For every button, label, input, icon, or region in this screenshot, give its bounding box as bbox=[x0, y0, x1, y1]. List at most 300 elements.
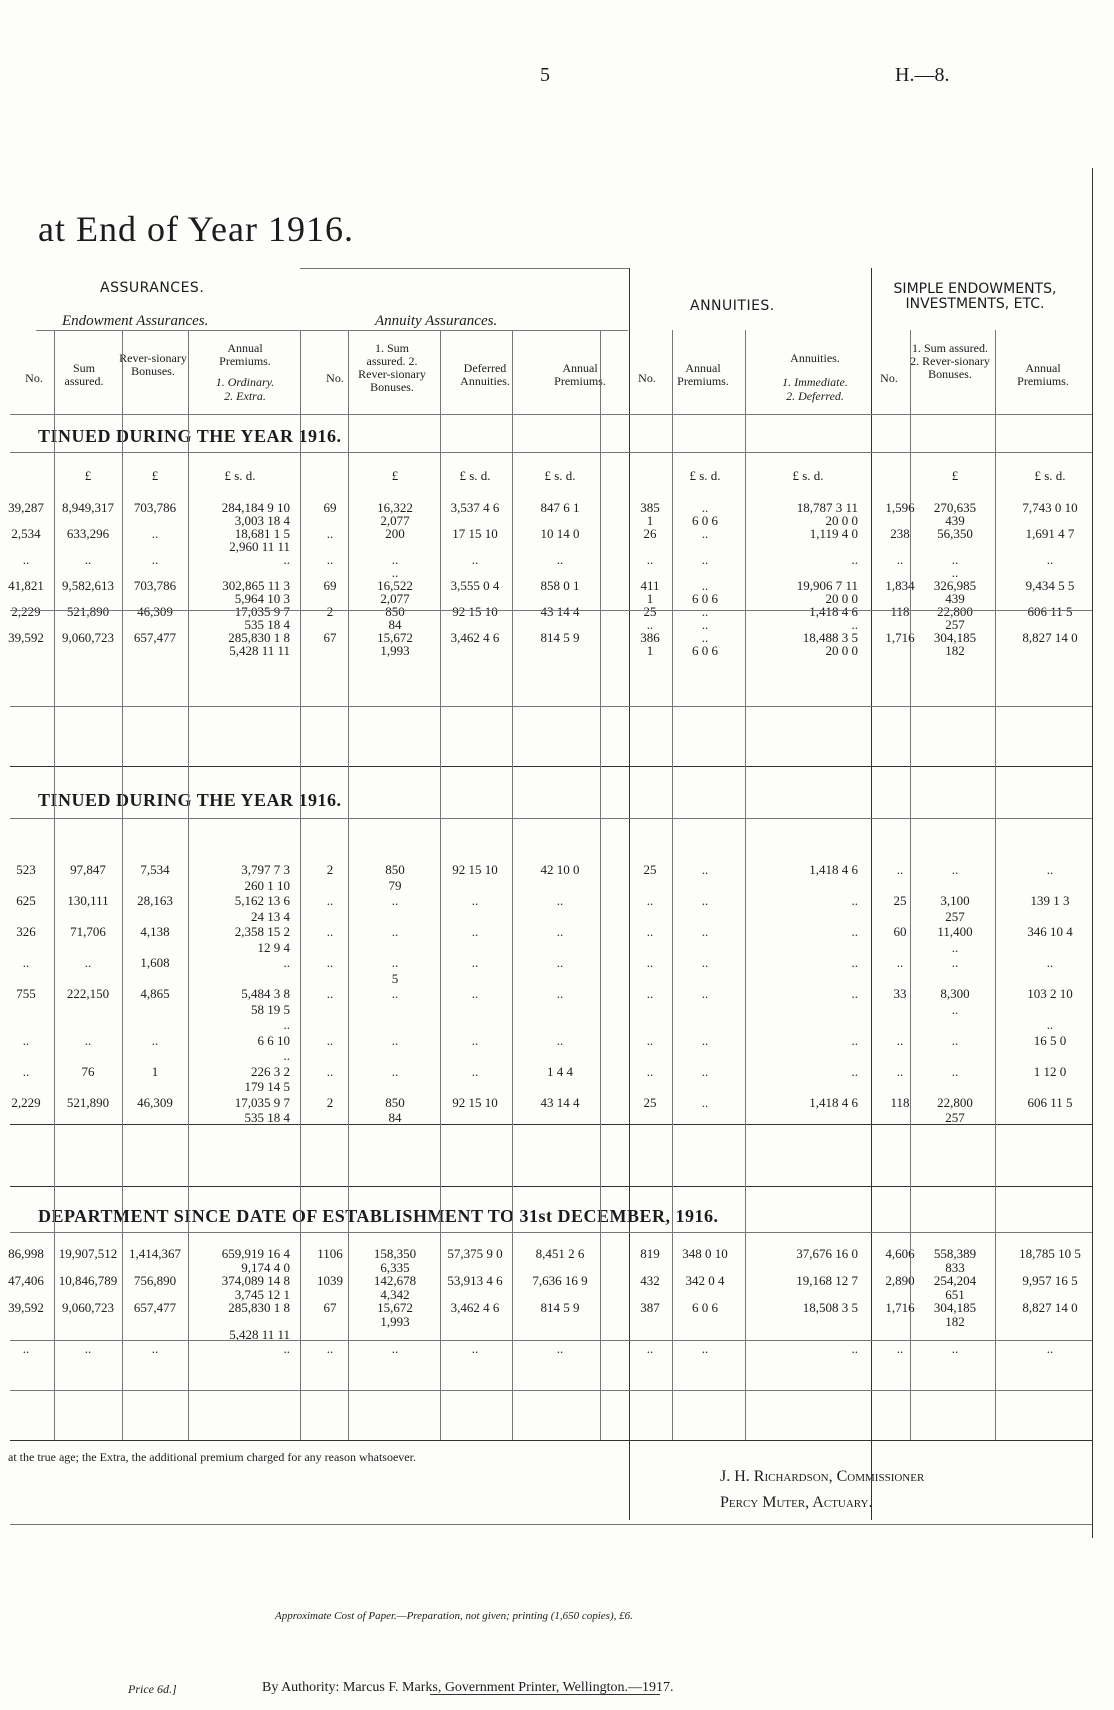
cell-block2-r9-c12: .. bbox=[951, 1001, 959, 1017]
cell-block2-r11-c4: .. bbox=[326, 1032, 334, 1048]
cell-block1-r11-c12: 182 bbox=[945, 643, 965, 658]
cell-block1-r9-c5: 84 bbox=[388, 617, 402, 632]
cell-block3-r0-c1: 19,907,512 bbox=[58, 1246, 118, 1261]
cell-block3-r2-c9: 342 0 4 bbox=[685, 1273, 725, 1288]
head-annual-premiums-4: Annual Premiums. bbox=[1017, 361, 1069, 388]
cell-block1-r6-c4: 69 bbox=[323, 578, 337, 593]
column-separator bbox=[300, 330, 301, 1440]
cell-block3-r4-c11: 1,716 bbox=[885, 1300, 915, 1315]
cell-block2-r2-c12: 3,100 bbox=[940, 893, 970, 908]
cell-block2-r15-c11: 118 bbox=[890, 1094, 910, 1110]
cell-block3-r7-c3: .. bbox=[283, 1340, 290, 1356]
head-annual-premiums-2: Annual Premiums. bbox=[554, 361, 606, 388]
cell-block1-r4-c8: .. bbox=[646, 552, 654, 567]
group-annuity-assurances: Annuity Assurances. bbox=[375, 313, 498, 329]
cell-block2-r13-c2: 1 bbox=[151, 1063, 159, 1079]
cell-block2-r3-c3: 24 13 4 bbox=[251, 908, 290, 924]
column-separator bbox=[54, 330, 55, 1440]
cell-block2-r7-c5: 5 bbox=[391, 970, 399, 986]
cell-block2-r0-c13: .. bbox=[1046, 862, 1054, 877]
cell-block2-r4-c0: 326 bbox=[16, 924, 36, 939]
unit-label-0: £ bbox=[84, 468, 92, 483]
cell-block2-r15-c6: 92 15 10 bbox=[452, 1094, 498, 1110]
cell-block2-r16-c3: 535 18 4 bbox=[244, 1110, 290, 1125]
cell-block2-r11-c11: .. bbox=[896, 1032, 904, 1048]
divider-annuities bbox=[629, 268, 630, 1520]
cell-block3-r1-c12: 833 bbox=[945, 1259, 965, 1275]
cell-block2-r2-c8: .. bbox=[646, 893, 654, 908]
cell-block3-r7-c11: .. bbox=[896, 1340, 904, 1356]
cell-block1-r0-c4: 69 bbox=[323, 500, 337, 515]
cell-block3-r0-c2: 1,414,367 bbox=[129, 1246, 181, 1261]
cell-block2-r11-c9: .. bbox=[701, 1032, 709, 1048]
cell-block2-r11-c3: 6 6 10 bbox=[257, 1032, 290, 1048]
cell-block1-r3-c3: 2,960 11 11 bbox=[229, 539, 290, 554]
cell-block1-r5-c12: .. bbox=[951, 565, 959, 580]
cell-block1-r10-c13: 8,827 14 0 bbox=[1022, 630, 1078, 645]
cell-block2-r8-c7: .. bbox=[556, 986, 564, 1001]
cell-block2-r15-c9: .. bbox=[701, 1094, 709, 1110]
cell-block1-r8-c6: 92 15 10 bbox=[452, 604, 498, 619]
cell-block1-r4-c4: .. bbox=[326, 552, 334, 567]
cell-block3-r2-c10: 19,168 12 7 bbox=[796, 1273, 858, 1288]
cell-block1-r10-c5: 15,672 bbox=[377, 630, 413, 645]
cell-block2-r9-c3: 58 19 5 bbox=[251, 1001, 290, 1017]
cell-block1-r6-c10: 19,906 7 11 bbox=[796, 578, 858, 593]
cell-block3-r4-c4: 67 bbox=[323, 1300, 337, 1315]
head-extra: 2. Extra. bbox=[224, 389, 266, 403]
cell-block3-r0-c11: 4,606 bbox=[885, 1246, 915, 1261]
cell-block3-r0-c7: 8,451 2 6 bbox=[535, 1246, 585, 1261]
cell-block1-r10-c4: 67 bbox=[323, 630, 337, 645]
cell-block3-r2-c12: 254,204 bbox=[933, 1273, 977, 1288]
section-2-title: TINUED DURING THE YEAR 1916. bbox=[38, 790, 342, 810]
cell-block2-r2-c3: 5,162 13 6 bbox=[234, 893, 290, 908]
cell-block2-r0-c6: 92 15 10 bbox=[452, 862, 498, 877]
group-assurances: ASSURANCES. bbox=[100, 280, 205, 296]
cell-block2-r6-c10: .. bbox=[851, 955, 858, 970]
cell-block3-r4-c3: 285,830 1 8 bbox=[228, 1300, 290, 1315]
signature-commissioner: J. H. Richardson, Commissioner bbox=[720, 1468, 925, 1485]
cell-block2-r2-c4: .. bbox=[326, 893, 334, 908]
cell-block1-r0-c11: 1,596 bbox=[885, 500, 915, 515]
cell-block1-r10-c11: 1,716 bbox=[885, 630, 915, 645]
cell-block2-r15-c12: 22,800 bbox=[937, 1094, 973, 1110]
cell-block3-r5-c12: 182 bbox=[945, 1313, 965, 1329]
cell-block2-r10-c13: .. bbox=[1046, 1017, 1054, 1032]
cell-block2-r13-c9: .. bbox=[701, 1063, 709, 1079]
cell-block1-r2-c10: 1,119 4 0 bbox=[809, 526, 858, 541]
cell-block2-r13-c3: 226 3 2 bbox=[251, 1063, 290, 1079]
cell-block2-r11-c6: .. bbox=[471, 1032, 479, 1048]
cell-block3-r4-c10: 18,508 3 5 bbox=[802, 1300, 858, 1315]
cell-block3-r4-c7: 814 5 9 bbox=[540, 1300, 580, 1315]
cell-block2-r14-c3: 179 14 5 bbox=[244, 1079, 290, 1094]
cell-block2-r4-c9: .. bbox=[701, 924, 709, 939]
cell-block1-r4-c5: .. bbox=[391, 552, 399, 567]
cell-block2-r13-c6: .. bbox=[471, 1063, 479, 1079]
cell-block2-r15-c3: 17,035 9 7 bbox=[234, 1094, 290, 1110]
head-sum-reversionary-2: 1. Sum assured. 2. Rever-sionary Bonuses. bbox=[910, 341, 990, 381]
cell-block2-r13-c5: .. bbox=[391, 1063, 399, 1079]
group-endowment-assurances: Endowment Assurances. bbox=[62, 313, 209, 329]
cell-block2-r13-c13: 1 12 0 bbox=[1033, 1063, 1067, 1079]
column-separator bbox=[122, 330, 123, 1440]
cell-block2-r2-c6: .. bbox=[471, 893, 479, 908]
cell-block1-r0-c12: 270,635 bbox=[933, 500, 977, 515]
cell-block1-r4-c11: .. bbox=[896, 552, 904, 567]
divider-simple bbox=[871, 268, 872, 1520]
cell-block1-r0-c1: 8,949,317 bbox=[62, 500, 114, 515]
cell-block2-r4-c12: 11,400 bbox=[937, 924, 973, 939]
cell-block2-r11-c2: .. bbox=[151, 1032, 159, 1048]
cell-block2-r8-c4: .. bbox=[326, 986, 334, 1001]
cell-block3-r3-c12: 651 bbox=[945, 1286, 965, 1302]
cell-block2-r8-c2: 4,865 bbox=[140, 986, 170, 1001]
cell-block1-r6-c13: 9,434 5 5 bbox=[1025, 578, 1075, 593]
cell-block1-r0-c13: 7,743 0 10 bbox=[1022, 500, 1078, 515]
cell-block3-r7-c5: .. bbox=[391, 1340, 399, 1356]
cell-block2-r6-c1: .. bbox=[84, 955, 92, 970]
cell-block1-r2-c3: 18,681 1 5 bbox=[234, 526, 290, 541]
cell-block2-r4-c13: 346 10 4 bbox=[1027, 924, 1073, 939]
cell-block3-r0-c8: 819 bbox=[640, 1246, 660, 1261]
cell-block3-r2-c5: 142,678 bbox=[373, 1273, 417, 1288]
cell-block1-r8-c7: 43 14 4 bbox=[540, 604, 580, 619]
cell-block3-r3-c3: 3,745 12 1 bbox=[234, 1286, 290, 1302]
cell-block1-r1-c12: 439 bbox=[945, 513, 965, 528]
footnote: at the true age; the Extra, the additional premium charged for any reason whatsoever. bbox=[8, 1450, 416, 1464]
cell-block1-r11-c9: 6 0 6 bbox=[692, 643, 718, 658]
cell-block2-r11-c7: .. bbox=[556, 1032, 564, 1048]
cell-block2-r2-c1: 130,111 bbox=[67, 893, 109, 908]
unit-label-9: £ s. d. bbox=[1034, 468, 1066, 483]
cell-block1-r10-c7: 814 5 9 bbox=[540, 630, 580, 645]
cell-block1-r0-c9: .. bbox=[701, 500, 709, 515]
cell-block1-r4-c13: .. bbox=[1046, 552, 1054, 567]
cell-block3-r0-c0: 86,998 bbox=[8, 1246, 44, 1261]
cell-block1-r10-c0: 39,592 bbox=[8, 630, 44, 645]
column-separator bbox=[910, 330, 911, 1440]
cell-block2-r4-c8: .. bbox=[646, 924, 654, 939]
cell-block1-r0-c0: 39,287 bbox=[8, 500, 44, 515]
cell-block1-r4-c3: .. bbox=[283, 552, 290, 567]
cell-block2-r8-c5: .. bbox=[391, 986, 399, 1001]
cell-block2-r8-c10: .. bbox=[851, 986, 858, 1001]
cell-block1-r8-c4: 2 bbox=[326, 604, 334, 619]
cell-block1-r8-c13: 606 11 5 bbox=[1027, 604, 1073, 619]
price: Price 6d.] bbox=[128, 1682, 177, 1696]
section-3-title: DEPARTMENT SINCE DATE OF ESTABLISHMENT TO 31st DECEMBER, 1916. bbox=[38, 1206, 719, 1226]
cell-block2-r2-c0: 625 bbox=[16, 893, 36, 908]
cell-block1-r7-c10: 20 0 0 bbox=[825, 591, 858, 606]
head-sum-reversionary: 1. Sum assured. 2. Rever-sionary Bonuses. bbox=[358, 341, 426, 394]
cell-block1-r2-c4: .. bbox=[326, 526, 334, 541]
cell-block2-r4-c10: .. bbox=[851, 924, 858, 939]
page-number: 5 bbox=[540, 64, 550, 86]
cell-block2-r4-c7: .. bbox=[556, 924, 564, 939]
cell-block3-r4-c0: 39,592 bbox=[8, 1300, 44, 1315]
head-annuities: Annuities. bbox=[790, 351, 840, 365]
head-no-4: No. bbox=[880, 371, 898, 385]
cell-block3-r7-c7: .. bbox=[556, 1340, 564, 1356]
cell-block2-r8-c3: 5,484 3 8 bbox=[241, 986, 290, 1001]
cell-block1-r8-c1: 521,890 bbox=[66, 604, 110, 619]
cell-block2-r1-c3: 260 1 10 bbox=[244, 877, 290, 893]
head-reversionary-bonuses: Rever-sionary Bonuses. bbox=[119, 351, 187, 378]
cell-block1-r6-c12: 326,985 bbox=[933, 578, 977, 593]
cell-block2-r8-c6: .. bbox=[471, 986, 479, 1001]
cell-block3-r2-c11: 2,890 bbox=[885, 1273, 915, 1288]
cell-block2-r0-c3: 3,797 7 3 bbox=[241, 862, 290, 877]
cell-block2-r13-c11: .. bbox=[896, 1063, 904, 1079]
column-separator bbox=[440, 330, 441, 1440]
cell-block3-r4-c5: 15,672 bbox=[377, 1300, 413, 1315]
cell-block2-r0-c10: 1,418 4 6 bbox=[809, 862, 858, 877]
cell-block1-r4-c1: .. bbox=[84, 552, 92, 567]
unit-label-8: £ bbox=[951, 468, 959, 483]
cell-block1-r9-c8: .. bbox=[646, 617, 654, 632]
cell-block2-r15-c5: 850 bbox=[385, 1094, 405, 1110]
cell-block1-r11-c5: 1,993 bbox=[380, 643, 410, 658]
cell-block3-r2-c4: 1039 bbox=[317, 1273, 343, 1288]
cell-block1-r9-c12: 257 bbox=[945, 617, 965, 632]
cell-block1-r8-c3: 17,035 9 7 bbox=[234, 604, 290, 619]
unit-label-2: £ s. d. bbox=[224, 468, 256, 483]
cell-block3-r4-c6: 3,462 4 6 bbox=[450, 1300, 500, 1315]
cell-block1-r9-c9: .. bbox=[701, 617, 709, 632]
cell-block3-r0-c10: 37,676 16 0 bbox=[796, 1246, 858, 1261]
cell-block1-r9-c3: 535 18 4 bbox=[244, 617, 290, 632]
cell-block2-r6-c0: .. bbox=[22, 955, 30, 970]
cell-block1-r4-c9: .. bbox=[701, 552, 709, 567]
cell-block2-r13-c8: .. bbox=[646, 1063, 654, 1079]
cell-block2-r8-c0: 755 bbox=[16, 986, 36, 1001]
column-separator bbox=[600, 330, 601, 1440]
cell-block1-r4-c2: .. bbox=[151, 552, 159, 567]
cell-block1-r10-c6: 3,462 4 6 bbox=[450, 630, 500, 645]
unit-label-3: £ bbox=[391, 468, 399, 483]
group-simple-endowments: SIMPLE ENDOWMENTS, INVESTMENTS, ETC. bbox=[893, 281, 1057, 312]
cell-block2-r8-c12: 8,300 bbox=[940, 986, 970, 1001]
cell-block2-r3-c12: 257 bbox=[945, 908, 965, 924]
cell-block1-r2-c9: .. bbox=[701, 526, 709, 541]
cell-block1-r6-c2: 703,786 bbox=[133, 578, 177, 593]
cell-block2-r15-c2: 46,309 bbox=[137, 1094, 173, 1110]
cell-block1-r8-c9: .. bbox=[701, 604, 709, 619]
cell-block1-r5-c5: .. bbox=[391, 565, 399, 580]
head-immediate: 1. Immediate. bbox=[782, 375, 848, 389]
cell-block1-r4-c10: .. bbox=[851, 552, 858, 567]
cell-block1-r2-c8: 26 bbox=[643, 526, 657, 541]
page-reference: H.—8. bbox=[895, 64, 950, 86]
cell-block1-r1-c5: 2,077 bbox=[380, 513, 410, 528]
cell-block2-r13-c1: 76 bbox=[81, 1063, 95, 1079]
cell-block2-r6-c6: .. bbox=[471, 955, 479, 970]
cell-block3-r7-c13: .. bbox=[1046, 1340, 1054, 1356]
cell-block2-r15-c7: 43 14 4 bbox=[540, 1094, 580, 1110]
cell-block3-r0-c9: 348 0 10 bbox=[682, 1246, 728, 1261]
cell-block3-r7-c12: .. bbox=[951, 1340, 959, 1356]
cell-block1-r0-c10: 18,787 3 11 bbox=[796, 500, 858, 515]
cell-block3-r7-c8: .. bbox=[646, 1340, 654, 1356]
cell-block1-r2-c7: 10 14 0 bbox=[540, 526, 580, 541]
cell-block2-r4-c6: .. bbox=[471, 924, 479, 939]
cell-block1-r8-c5: 850 bbox=[385, 604, 405, 619]
head-sum-assured: Sum assured. bbox=[64, 361, 104, 388]
cell-block3-r1-c5: 6,335 bbox=[380, 1259, 410, 1275]
cell-block1-r6-c7: 858 0 1 bbox=[540, 578, 580, 593]
cell-block2-r8-c9: .. bbox=[701, 986, 709, 1001]
cell-block2-r13-c4: .. bbox=[326, 1063, 334, 1079]
cell-block1-r6-c5: 16,522 bbox=[377, 578, 413, 593]
cell-block3-r2-c2: 756,890 bbox=[133, 1273, 177, 1288]
cell-block3-r2-c6: 53,913 4 6 bbox=[447, 1273, 503, 1288]
cell-block1-r6-c0: 41,821 bbox=[8, 578, 44, 593]
column-separator bbox=[672, 330, 673, 1440]
cell-block2-r11-c12: .. bbox=[951, 1032, 959, 1048]
head-ordinary: 1. Ordinary. bbox=[215, 375, 275, 389]
cell-block3-r7-c9: .. bbox=[701, 1340, 709, 1356]
head-deferred-annuities: Deferred Annuities. bbox=[460, 361, 510, 388]
cell-block2-r2-c9: .. bbox=[701, 893, 709, 908]
section-1-title: TINUED DURING THE YEAR 1916. bbox=[38, 426, 342, 446]
cell-block2-r11-c13: 16 5 0 bbox=[1033, 1032, 1067, 1048]
cell-block1-r0-c3: 284,184 9 10 bbox=[221, 500, 290, 515]
cell-block2-r2-c2: 28,163 bbox=[137, 893, 173, 908]
cell-block3-r6-c3: 5,428 11 11 bbox=[229, 1327, 290, 1342]
cell-block2-r0-c12: .. bbox=[951, 862, 959, 877]
cell-block1-r8-c8: 25 bbox=[643, 604, 657, 619]
cell-block3-r2-c8: 432 bbox=[640, 1273, 660, 1288]
cell-block3-r4-c8: 387 bbox=[640, 1300, 660, 1315]
cell-block3-r4-c2: 657,477 bbox=[133, 1300, 177, 1315]
unit-label-1: £ bbox=[151, 468, 159, 483]
cell-block1-r1-c3: 3,003 18 4 bbox=[234, 513, 290, 528]
column-separator bbox=[512, 330, 513, 1440]
cell-block3-r2-c7: 7,636 16 9 bbox=[532, 1273, 588, 1288]
group-annuities: ANNUITIES. bbox=[690, 298, 775, 314]
cell-block1-r1-c9: 6 0 6 bbox=[692, 513, 718, 528]
cell-block1-r11-c3: 5,428 11 11 bbox=[229, 643, 290, 658]
head-annual-premiums-3: Annual Premiums. bbox=[677, 361, 729, 388]
cell-block2-r15-c10: 1,418 4 6 bbox=[809, 1094, 858, 1110]
cell-block2-r6-c8: .. bbox=[646, 955, 654, 970]
cell-block2-r11-c8: .. bbox=[646, 1032, 654, 1048]
cell-block1-r2-c12: 56,350 bbox=[937, 526, 973, 541]
cell-block1-r7-c5: 2,077 bbox=[380, 591, 410, 606]
cell-block3-r0-c12: 558,389 bbox=[933, 1246, 977, 1261]
cell-block1-r7-c8: 1 bbox=[646, 591, 654, 606]
cell-block2-r16-c12: 257 bbox=[945, 1110, 965, 1125]
cell-block1-r2-c11: 238 bbox=[890, 526, 910, 541]
cell-block2-r10-c3: .. bbox=[283, 1017, 290, 1032]
cell-block3-r0-c4: 1106 bbox=[317, 1246, 343, 1261]
cell-block1-r8-c11: 118 bbox=[890, 604, 910, 619]
cell-block2-r0-c9: .. bbox=[701, 862, 709, 877]
head-no-2: No. bbox=[326, 371, 344, 385]
cell-block1-r8-c0: 2,229 bbox=[11, 604, 41, 619]
cell-block2-r0-c5: 850 bbox=[385, 862, 405, 877]
cell-block2-r6-c7: .. bbox=[556, 955, 564, 970]
cell-block2-r8-c8: .. bbox=[646, 986, 654, 1001]
cell-block1-r6-c6: 3,555 0 4 bbox=[450, 578, 500, 593]
cell-block2-r11-c0: .. bbox=[22, 1032, 30, 1048]
authority-line: By Authority: Marcus F. Marks, Government Printer, Wellington.—1917. bbox=[262, 1680, 674, 1695]
cell-block3-r0-c3: 659,919 16 4 bbox=[221, 1246, 290, 1261]
cell-block1-r4-c6: .. bbox=[471, 552, 479, 567]
cell-block2-r15-c8: 25 bbox=[643, 1094, 657, 1110]
cell-block2-r2-c11: 25 bbox=[893, 893, 907, 908]
cell-block1-r8-c12: 22,800 bbox=[937, 604, 973, 619]
cell-block1-r6-c9: .. bbox=[701, 578, 709, 593]
cell-block1-r2-c1: 633,296 bbox=[66, 526, 110, 541]
cell-block3-r7-c4: .. bbox=[326, 1340, 334, 1356]
cell-block1-r1-c10: 20 0 0 bbox=[825, 513, 858, 528]
cell-block2-r16-c5: 84 bbox=[388, 1110, 402, 1125]
cell-block2-r0-c8: 25 bbox=[643, 862, 657, 877]
cell-block3-r2-c1: 10,846,789 bbox=[58, 1273, 118, 1288]
cell-block2-r4-c2: 4,138 bbox=[140, 924, 170, 939]
head-no-1: No. bbox=[25, 371, 43, 385]
cell-block2-r4-c4: .. bbox=[326, 924, 334, 939]
cell-block1-r10-c1: 9,060,723 bbox=[62, 630, 114, 645]
cell-block2-r4-c1: 71,706 bbox=[70, 924, 106, 939]
cell-block1-r10-c12: 304,185 bbox=[933, 630, 977, 645]
cell-block1-r10-c2: 657,477 bbox=[133, 630, 177, 645]
cell-block3-r1-c3: 9,174 4 0 bbox=[241, 1259, 290, 1275]
cell-block2-r8-c1: 222,150 bbox=[66, 986, 110, 1001]
cell-block2-r6-c3: .. bbox=[283, 955, 290, 970]
cell-block2-r13-c12: .. bbox=[951, 1063, 959, 1079]
cell-block1-r6-c1: 9,582,613 bbox=[62, 578, 114, 593]
cell-block1-r10-c9: .. bbox=[701, 630, 709, 645]
cell-block1-r11-c8: 1 bbox=[646, 643, 654, 658]
cell-block2-r0-c11: .. bbox=[896, 862, 904, 877]
cell-block3-r2-c0: 47,406 bbox=[8, 1273, 44, 1288]
cell-block2-r13-c10: .. bbox=[851, 1063, 858, 1079]
cell-block1-r4-c12: .. bbox=[951, 552, 959, 567]
cell-block2-r4-c11: 60 bbox=[893, 924, 907, 939]
cell-block2-r6-c11: .. bbox=[896, 955, 904, 970]
cell-block1-r2-c6: 17 15 10 bbox=[452, 526, 498, 541]
cell-block2-r13-c0: .. bbox=[22, 1063, 30, 1079]
head-deferred: 2. Deferred. bbox=[786, 389, 844, 403]
cell-block2-r0-c7: 42 10 0 bbox=[540, 862, 580, 877]
cell-block3-r7-c1: .. bbox=[84, 1340, 92, 1356]
unit-label-5: £ s. d. bbox=[544, 468, 576, 483]
cost-note: Approximate Cost of Paper.—Preparation, not given; printing (1,650 copies), £6. bbox=[275, 1610, 633, 1622]
cell-block2-r15-c4: 2 bbox=[326, 1094, 334, 1110]
cell-block1-r10-c8: 386 bbox=[640, 630, 660, 645]
cell-block2-r0-c2: 7,534 bbox=[140, 862, 170, 877]
cell-block1-r0-c5: 16,322 bbox=[377, 500, 413, 515]
unit-label-4: £ s. d. bbox=[459, 468, 491, 483]
cell-block2-r11-c5: .. bbox=[391, 1032, 399, 1048]
cell-block2-r13-c7: 1 4 4 bbox=[547, 1063, 573, 1079]
cell-block2-r4-c5: .. bbox=[391, 924, 399, 939]
cell-block2-r11-c10: .. bbox=[851, 1032, 858, 1048]
cell-block2-r1-c5: 79 bbox=[388, 877, 402, 893]
column-separator bbox=[745, 330, 746, 1440]
cell-block1-r8-c10: 1,418 4 6 bbox=[809, 604, 858, 619]
cell-block1-r7-c3: 5,964 10 3 bbox=[234, 591, 290, 606]
cell-block2-r11-c1: .. bbox=[84, 1032, 92, 1048]
page-title: at End of Year 1916. bbox=[38, 209, 354, 249]
unit-label-6: £ s. d. bbox=[689, 468, 721, 483]
cell-block2-r15-c1: 521,890 bbox=[66, 1094, 110, 1110]
cell-block2-r12-c3: .. bbox=[283, 1048, 290, 1063]
